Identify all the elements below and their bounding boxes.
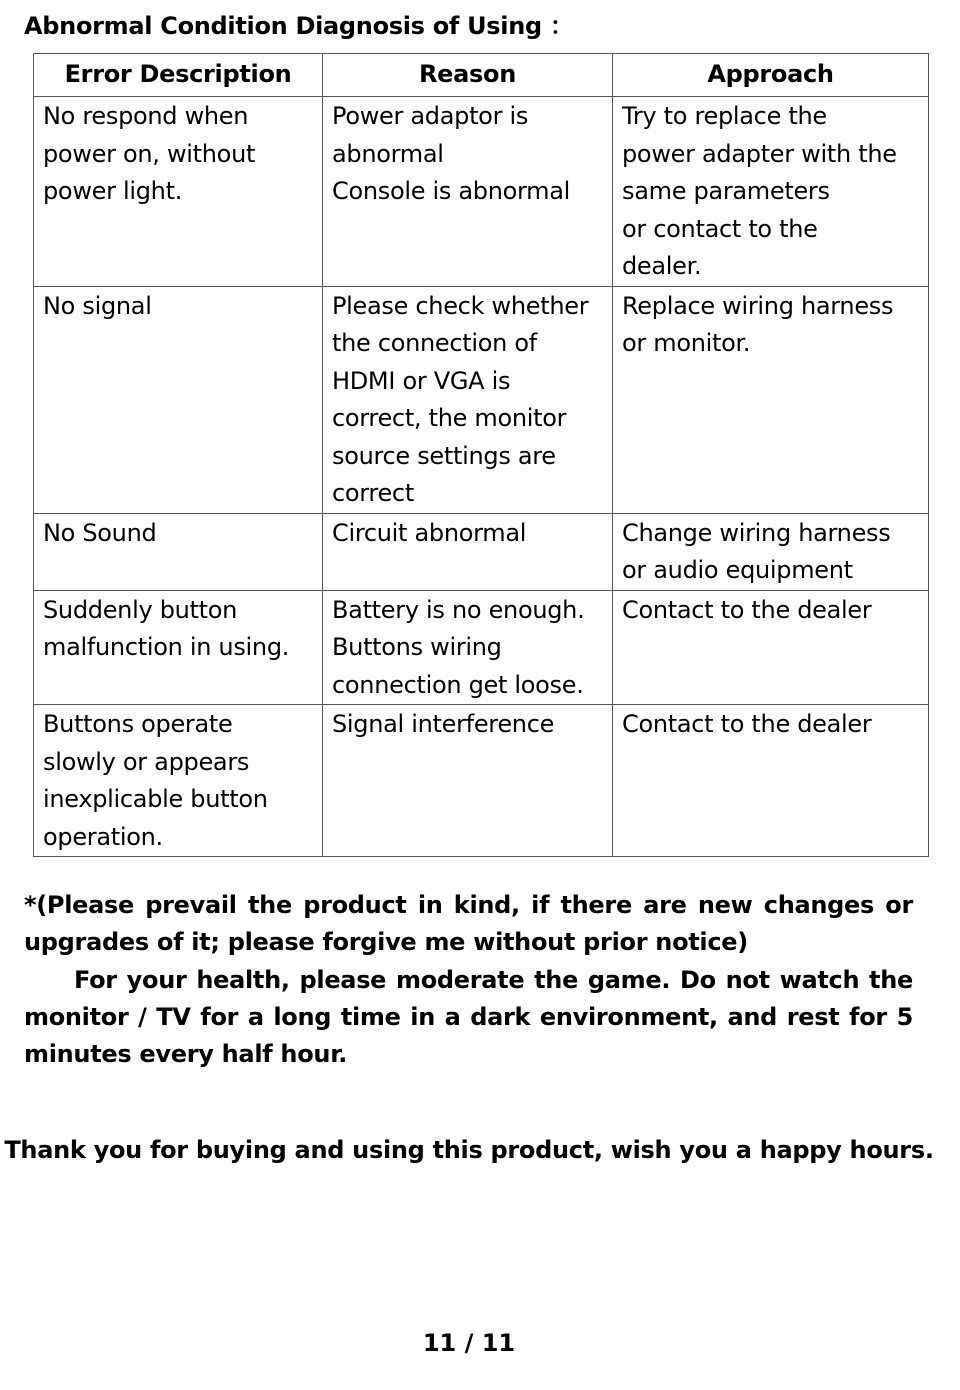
page-number: 11 / 11 bbox=[422, 1329, 516, 1357]
reason-cell: Battery is no enough. Buttons wiring connection get loose. bbox=[323, 590, 613, 705]
table-row bbox=[34, 590, 929, 705]
diagnosis-table bbox=[33, 53, 929, 857]
error-description-cell: No Sound bbox=[34, 513, 323, 590]
approach-cell: Contact to the dealer bbox=[613, 590, 929, 705]
approach-cell: Contact to the dealer bbox=[613, 705, 929, 857]
error-description-cell: Buttons operate slowly or appears inexplicable button operation. bbox=[34, 705, 323, 857]
column-header-error-description: Error Description bbox=[34, 54, 323, 97]
notice-paragraph: *(Please prevail the product in kind, if there are new changes or upgrades of it; please forgive me without prior notice) bbox=[24, 891, 913, 957]
notes-section bbox=[24, 887, 913, 1073]
reason-cell: Please check whether the connection of HDMI or VGA is correct, the monitor source settings are correct bbox=[323, 286, 613, 513]
error-description-cell: No signal bbox=[34, 286, 323, 513]
error-description-cell: No respond when power on, without power light. bbox=[34, 97, 323, 287]
column-header-reason: Reason bbox=[323, 54, 613, 97]
column-header-approach: Approach bbox=[613, 54, 929, 97]
table-row bbox=[34, 705, 929, 857]
health-advice-paragraph: For your health, please moderate the game. Do not watch the monitor / TV for a long time in a dark environment, and rest for 5 minutes every half hour. bbox=[24, 965, 913, 1069]
reason-cell: Signal interference bbox=[323, 705, 613, 857]
approach-cell: Replace wiring harness or monitor. bbox=[613, 286, 929, 513]
approach-cell: Change wiring harness or audio equipment bbox=[613, 513, 929, 590]
thank-you-message: Thank you for buying and using this product, wish you a happy hours. bbox=[4, 1136, 934, 1164]
reason-cell: Circuit abnormal bbox=[323, 513, 613, 590]
section-heading: Abnormal Condition Diagnosis of Using ： bbox=[24, 12, 574, 40]
table-row bbox=[34, 97, 929, 287]
error-description-cell: Suddenly button malfunction in using. bbox=[34, 590, 323, 705]
table-row bbox=[34, 513, 929, 590]
table-header-row bbox=[34, 54, 929, 97]
approach-cell: Try to replace the power adapter with the same parameters or contact to the dealer. bbox=[613, 97, 929, 287]
table-row bbox=[34, 286, 929, 513]
reason-cell: Power adaptor is abnormal Console is abnormal bbox=[323, 97, 613, 287]
